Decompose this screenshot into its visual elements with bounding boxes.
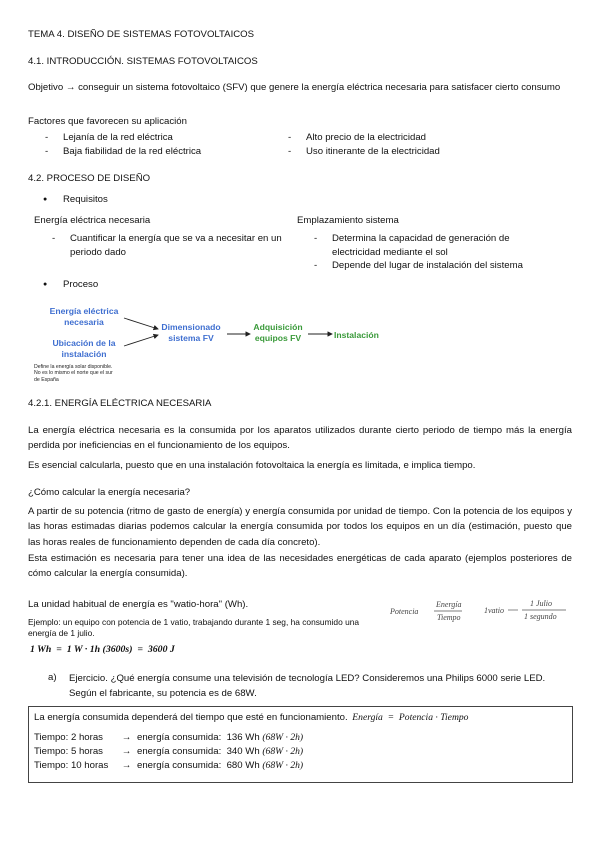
objective-text: Objetivo → conseguir un sistema fotovoltaico (SFV) que genere la energía eléctrica necesaria para satisfacer cierto consumo xyxy=(28,82,561,93)
section-heading-4-2-1: 4.2.1. ENERGÍA ELÉCTRICA NECESARIA xyxy=(28,398,212,409)
factor-item: - Lejanía de la red eléctrica xyxy=(63,132,173,143)
result-row: Tiempo: 5 horas → energía consumida: 340 Wh (68W · 2h) xyxy=(34,746,304,757)
col-left-item: - Cuantificar la energía que se va a necesitar en un periodo dado xyxy=(70,232,285,259)
formula-potencia: Potencia xyxy=(390,607,419,616)
box-formula: Energía = Potencia · Tiempo xyxy=(352,712,469,723)
result-box xyxy=(28,706,573,783)
example-text: Ejemplo: un equipo con potencia de 1 vatio, trabajando durante 1 seg, ha consumido una energía de 1 julio. xyxy=(28,617,360,638)
exercise-label: a) xyxy=(48,672,57,683)
result-row: Tiempo: 2 horas → energía consumida: 136 Wh (68W · 2h) xyxy=(34,732,304,743)
factor-item: - Uso itinerante de la electricidad xyxy=(306,146,440,157)
diagram-note: Define la energía solar disponible. No es lo mismo el norte que el sur de España xyxy=(34,364,113,383)
diagram-node-instalacion: Instalación xyxy=(334,330,379,340)
paragraph: Es esencial calcularla, puesto que en una instalación fotovoltaica la energía es limitada, e implica tiempo. xyxy=(28,460,476,471)
formula-julio: 1 Julio xyxy=(530,599,552,608)
page-title: TEMA 4. DISEÑO DE SISTEMAS FOTOVOLTAICOS xyxy=(28,29,255,40)
section-heading-4-1: 4.1. INTRODUCCIÓN. SISTEMAS FOTOVOLTAICOS xyxy=(28,56,258,67)
formula-tiempo: Tiempo xyxy=(437,613,461,622)
result-row: Tiempo: 10 horas → energía consumida: 680 Wh (68W · 2h) xyxy=(34,760,304,771)
exercise-text: Ejercicio. ¿Qué energía consume una televisión de tecnología LED? Consideremos una Philips 6000 serie LED. Según el fabricante, su potencia es de 68W. xyxy=(69,673,546,699)
paragraph: Esta estimación es necesaria para tener una idea de las necesidades energéticas de cada aparato (ejemplos posteriores de cómo calcular la energía consumida). xyxy=(28,553,572,579)
unit-text: La unidad habitual de energía es "watio-hora" (Wh). xyxy=(28,599,249,610)
paragraph: La energía eléctrica necesaria es la consumida por los aparatos utilizados durante cierto periodo de tiempo más la energía perdida por ineficiencias en el funcionamiento de los equipos. xyxy=(28,425,572,451)
bullet-requisitos: ● Requisitos xyxy=(63,194,108,205)
question-heading: ¿Cómo calcular la energía necesaria? xyxy=(28,487,191,498)
col-right-title: Emplazamiento sistema xyxy=(297,215,399,226)
bullet-proceso: ● Proceso xyxy=(63,279,98,290)
paragraph: A partir de su potencia (ritmo de gasto de energía) y energía consumida por unidad de tiempo. Con la potencia de los equipos y las horas estimadas diarias podemos calcular la energía consumida por todos los equipos en un día (estimación, puesto que las horas reales de funcionamiento dependen de cada día concreto). xyxy=(28,506,572,548)
formula-segundo: 1 segundo xyxy=(524,612,557,621)
diagram-node-adquisicion: Adquisición equipos FV xyxy=(253,322,303,343)
col-right-item: - Determina la capacidad de generación de electricidad mediante el sol xyxy=(332,232,552,259)
energy-equation: 1 Wh = 1 W · 1h (3600s) = 3600 J xyxy=(30,644,175,655)
col-left-title: Energía eléctrica necesaria xyxy=(34,215,151,226)
section-heading-4-2: 4.2. PROCESO DE DISEÑO xyxy=(28,173,151,184)
box-intro: La energía consumida dependerá del tiempo que esté en funcionamiento. Energía = Potencia · Tiempo xyxy=(34,712,469,723)
factor-item: - Alto precio de la electricidad xyxy=(306,132,426,143)
factors-title: Factores que favorecen su aplicación xyxy=(28,116,187,127)
diagram-node-ubicacion: Ubicación de la instalación xyxy=(52,338,116,359)
formula-energia: Energía xyxy=(436,600,462,609)
diagram-node-dimensionado: Dimensionado sistema FV xyxy=(161,322,221,343)
formula-vatio: 1vatio xyxy=(484,606,504,615)
factor-item: - Baja fiabilidad de la red eléctrica xyxy=(63,146,201,157)
diagram-node-energia: Energía eléctrica necesaria xyxy=(49,306,119,327)
col-right-item: - Depende del lugar de instalación del sistema xyxy=(332,260,523,271)
